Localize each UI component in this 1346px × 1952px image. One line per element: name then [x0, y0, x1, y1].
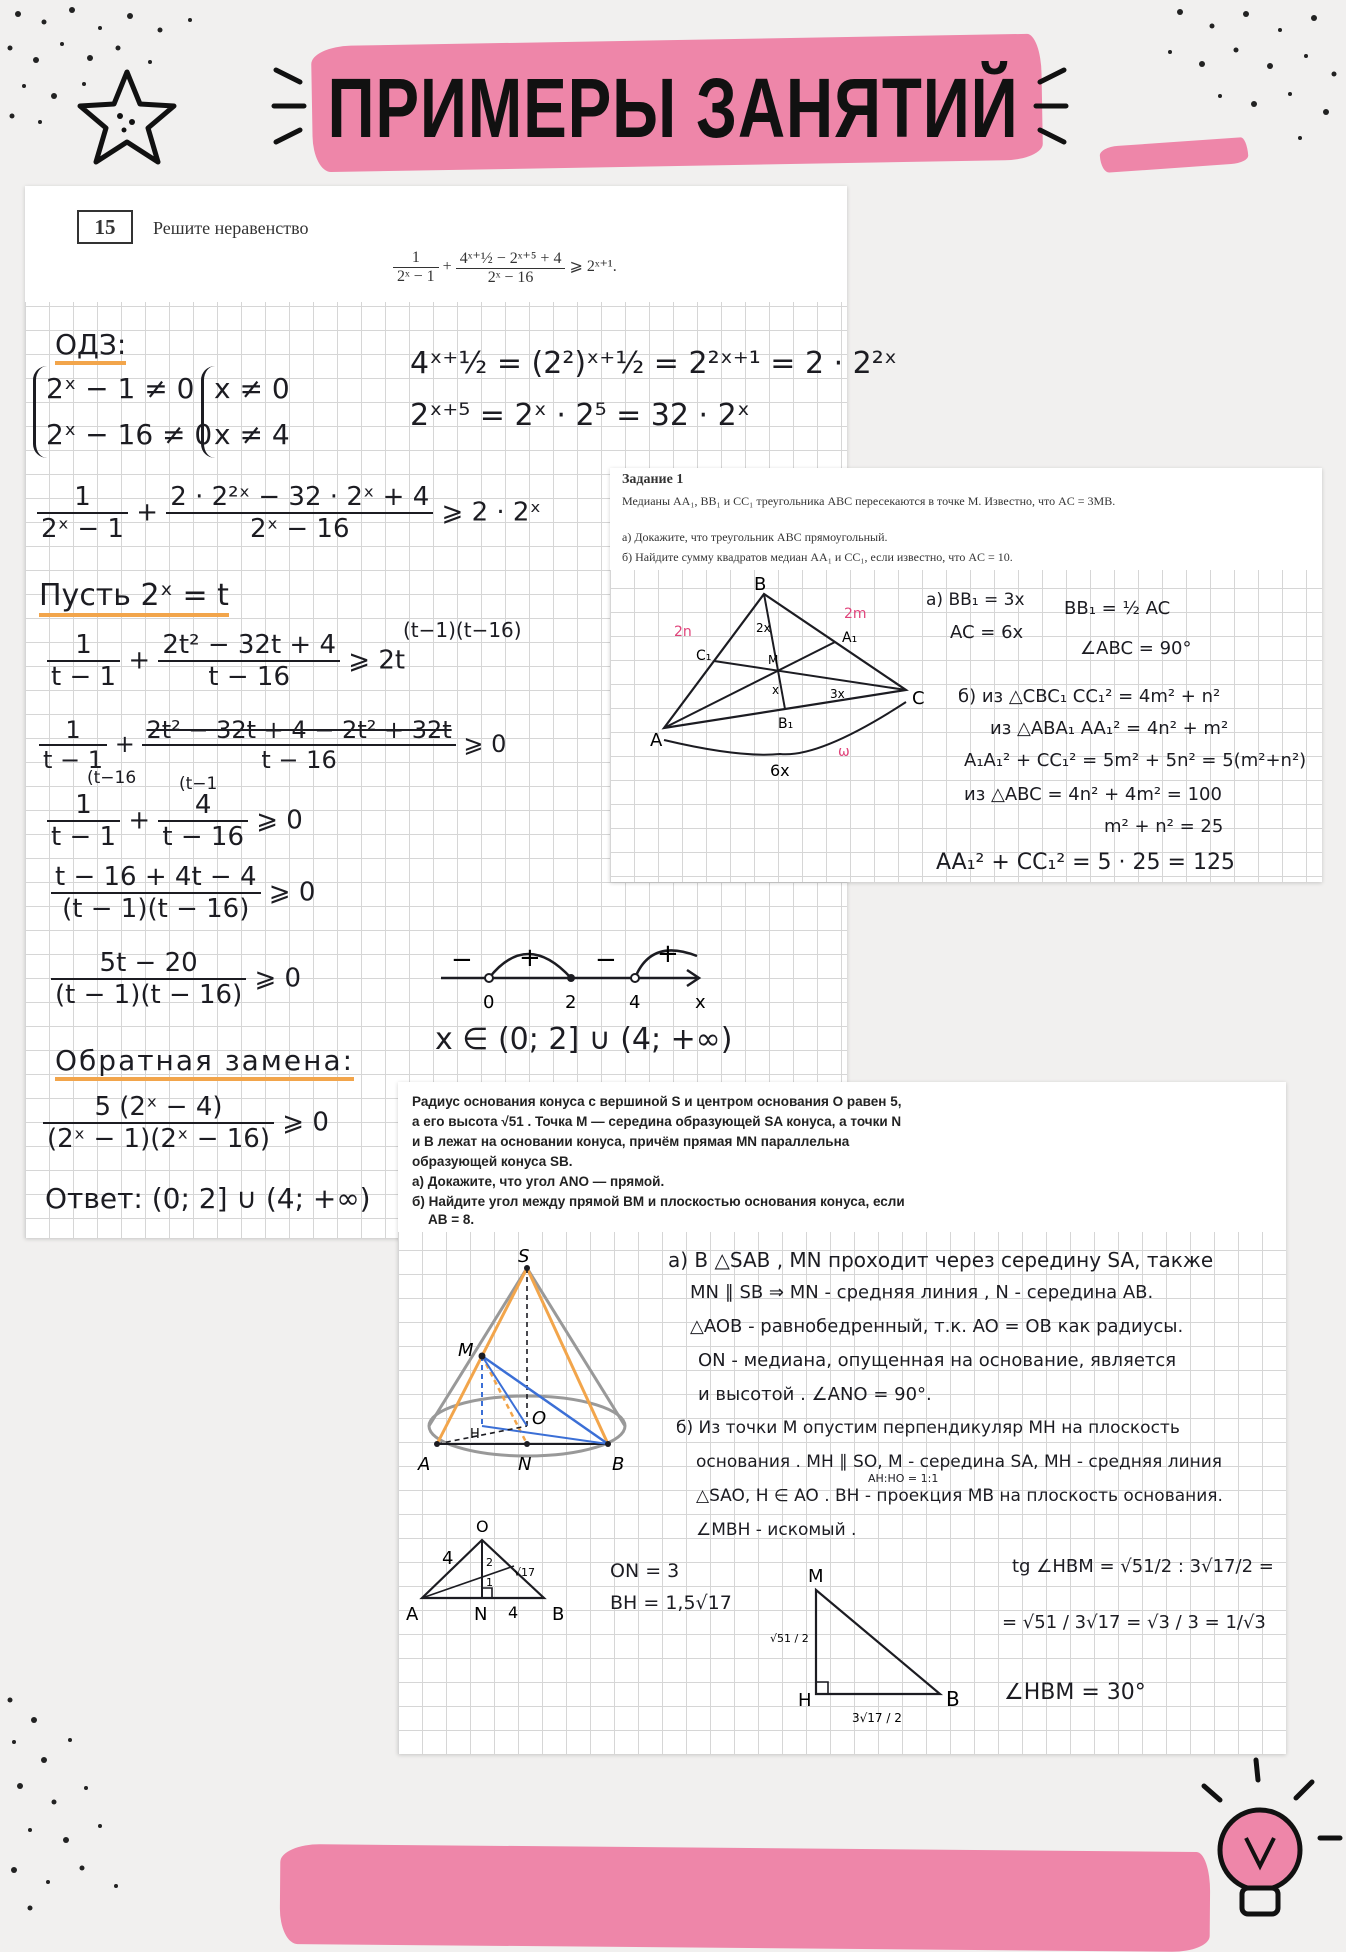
cone-note-4: ON - медиана, опущенная на основание, является: [698, 1350, 1177, 1371]
point-A1: A₁: [842, 630, 858, 646]
task1-text-3: б) Найдите сумму квадратов медиан AA₁ и CC₁, если известно, что AC = 10.: [622, 550, 1013, 564]
number-line: [435, 926, 735, 1016]
odz-result: x ≠ 0 x ≠ 4: [201, 366, 290, 458]
answer: Ответ: (0; 2] ∪ (4; +∞): [45, 1182, 371, 1215]
label-3x: 3x: [830, 687, 845, 701]
odz-label: ОДЗ:: [55, 328, 126, 365]
cone-point-N: N: [518, 1454, 532, 1475]
interval-answer: x ∈ (0; 2] ∪ (4; +∞): [435, 1022, 733, 1057]
label-x: x: [772, 683, 780, 697]
cone-text-6: б) Найдите угол между прямой BM и плоскостью основания конуса, если: [412, 1194, 905, 1209]
cone-calc-BH: BH = 1,5√17: [610, 1592, 732, 1614]
point-M: M: [768, 653, 779, 667]
cone-note-6: б) Из точки M опустим перпендикуляр MH на плоскость: [676, 1418, 1180, 1438]
cone-task-sheet: [398, 1082, 1286, 1754]
substitution-label: Пусть 2ˣ = t: [39, 578, 229, 617]
cone-note-3: △AOB - равнобедренный, т.к. AO = OB как радиусы.: [690, 1316, 1184, 1337]
cone-point-O: O: [532, 1408, 547, 1429]
right-tri-B: B: [946, 1687, 960, 1711]
numberline-sign-2: +: [519, 943, 541, 973]
step-3-multiplier-1: (t−16: [87, 768, 137, 788]
sparkle-lines-icon: [1030, 62, 1070, 152]
right-triangle-figure: [768, 1566, 988, 1736]
cone-note-7: основания . MH ∥ SO, M - середина SA, MH - средняя линия: [696, 1452, 1223, 1472]
base-tri-N: N: [474, 1604, 488, 1625]
identity-line-1: 4ˣ⁺½ = (2²)ˣ⁺½ = 2²ˣ⁺¹ = 2 · 2²ˣ: [410, 346, 898, 381]
step-5: $\frac{t - 16 + 4t - 4}{(t - 1)(t - 16)}$ ⩾ 0: [51, 862, 315, 924]
cone-note-1: а) В △SAB , MN проходит через середину SA, также: [668, 1248, 1214, 1272]
base-tri-label-1: 1: [486, 1576, 493, 1589]
base-triangle-figure: [402, 1516, 592, 1626]
numberline-variable: x: [695, 992, 706, 1013]
numberline-tick-4: 4: [629, 992, 641, 1013]
cone-text-1: Радиус основания конуса с вершиной S и центром основания O равен 5,: [412, 1094, 902, 1109]
task1-note-a3: BB₁ = ½ AC: [1064, 598, 1171, 619]
task1-header: Задание 1: [622, 472, 684, 487]
task1-note-a4: ∠ABC = 90°: [1080, 638, 1192, 659]
cone-note-5: и высотой . ∠ANO = 90°.: [698, 1384, 932, 1405]
cone-text-7: AB = 8.: [428, 1212, 475, 1227]
bottom-brush-stroke: [280, 1844, 1211, 1952]
task-number-box: 15: [77, 210, 133, 244]
identity-line-2: 2ˣ⁺⁵ = 2ˣ · 2⁵ = 32 · 2ˣ: [410, 398, 750, 433]
base-tri-label-2: 2: [486, 1556, 493, 1569]
base-tri-B: B: [552, 1604, 565, 1625]
right-tri-base: 3√17 / 2: [852, 1711, 902, 1725]
right-tri-leg: √51 / 2: [770, 1632, 809, 1645]
cone-note-2: MN ∥ SB ⇒ MN - средняя линия , N - середина AB.: [690, 1282, 1154, 1303]
star-icon: [72, 64, 182, 174]
lightbulb-icon: [1180, 1750, 1346, 1920]
base-tri-A: A: [406, 1604, 419, 1625]
task1-note-b1: б) из △CBC₁ CC₁² = 4m² + n²: [958, 686, 1221, 707]
cone-point-B: B: [612, 1454, 625, 1475]
task15-prompt: Решите неравенство: [153, 218, 309, 238]
point-B1: B₁: [778, 716, 794, 732]
sparkle-lines-icon: [270, 62, 310, 152]
base-tri-side-4b: 4: [508, 1603, 519, 1622]
cone-text-5: а) Докажите, что угол ANO — прямой.: [412, 1174, 665, 1189]
task1-note-b2: из △ABA₁ AA₁² = 4n² + m²: [990, 718, 1229, 739]
step-4: $\frac{1}{t - 1}$ + $\frac{4}{t - 16}$ ⩾ 0: [47, 790, 303, 852]
cone-note-8: △SAO, H ∈ AO . BH - проекция MB на плоскость основания.: [696, 1486, 1223, 1506]
cone-vertex-S: S: [518, 1246, 530, 1267]
cone-point-H: H: [470, 1427, 480, 1442]
cone-figure: [412, 1248, 642, 1488]
numberline-sign-4: +: [657, 939, 679, 969]
cone-point-M: M: [458, 1340, 474, 1361]
base-tri-label-r17: √17: [514, 1566, 536, 1579]
cone-text-2: а его высота √51 . Точка M — середина образующей SA конуса, а точки N: [412, 1114, 902, 1129]
tangent-calc-1: tg ∠HBM = √51/2 : 3√17/2 =: [1012, 1556, 1274, 1577]
numberline-sign-3: −: [595, 945, 617, 975]
label-6x: 6x: [770, 761, 790, 780]
step-3: $\frac{1}{t - 1}$ + $\frac{\text{2t² − 32t + 4 − 2t² + 32t}}{t - 16}$ ⩾ 0: [39, 716, 506, 774]
task1-note-b4: из △ABC = 4n² + 4m² = 100: [964, 784, 1222, 805]
task1-note-b3: A₁A₁² + CC₁² = 5m² + 5n² = 5(m²+n²): [964, 750, 1307, 771]
cone-calc-ON: ON = 3: [610, 1560, 680, 1582]
task1-note-b5: m² + n² = 25: [1104, 816, 1224, 837]
numberline-sign-1: −: [451, 945, 473, 975]
task1-text-1: Медианы AA₁, BB₁ и CC₁ треугольника ABC пересекаются в точке M. Известно, что AC = 3MB.: [622, 494, 1116, 508]
point-C1: C₁: [696, 648, 712, 664]
cone-text-4: образующей конуса SB.: [412, 1154, 573, 1169]
tangent-calc-2: = √51 / 3√17 = √3 / 3 = 1/√3: [1002, 1612, 1266, 1633]
label-2x: 2x: [756, 621, 771, 635]
page-title: ПРИМЕРЫ ЗАНЯТИЙ: [327, 61, 1019, 155]
cone-point-A: A: [418, 1454, 431, 1475]
step-3-multiplier-2: (t−1: [179, 774, 218, 794]
step-6: $\frac{5t - 20}{(t - 1)(t - 16)}$ ⩾ 0: [51, 948, 301, 1010]
base-tri-O: O: [476, 1517, 489, 1536]
right-tri-M: M: [808, 1566, 824, 1587]
base-tri-side-4a: 4: [442, 1548, 454, 1569]
numberline-tick-2: 2: [565, 992, 577, 1013]
decorative-dots-bottom-left: [0, 1690, 150, 1920]
right-tri-H: H: [798, 1690, 812, 1711]
step-1: $\frac{1}{\text{2ˣ − 1}}$ + $\frac{\text{2 · 2²ˣ − 32 · 2ˣ + 4}}{\text{2ˣ − 16}}$ ⩾ 2 · 2ˣ: [37, 482, 541, 544]
odz-system: 2ˣ − 1 ≠ 0 2ˣ − 16 ≠ 0: [33, 366, 212, 458]
task1-note-b6: AA₁² + CC₁² = 5 · 25 = 125: [936, 850, 1235, 875]
cone-text-3: и B лежат на основании конуса, причём прямая MN параллельна: [412, 1134, 850, 1149]
step-2: $\frac{1}{t - 1}$ + $\frac{\text{2t² − 32t + 4}}{t - 16}$ ⩾ 2t: [47, 630, 405, 692]
label-omega: ω: [838, 744, 850, 760]
vertex-A: A: [650, 730, 663, 751]
median-triangle-figure: [650, 574, 940, 780]
label-2n: 2n: [674, 624, 692, 640]
task1-text-2: а) Докажите, что треугольник ABC прямоугольный.: [622, 530, 888, 544]
vertex-B: B: [754, 574, 767, 595]
task15-inequality: $\frac{1}{\text{2ˣ − 1}}$ + $\frac{\text{4ˣ⁺½ − 2ˣ⁺⁵ + 4}}{\text{2ˣ − 16}}$ ⩾ 2ˣ⁺¹.: [393, 248, 617, 287]
vertex-C: C: [912, 688, 925, 709]
task1-note-a1: а) BB₁ = 3x: [926, 590, 1025, 610]
cone-note-7b: AH:HO = 1:1: [868, 1472, 939, 1485]
step-2-multiplier: (t−1)(t−16): [403, 618, 522, 642]
step-7: $\frac{\text{5 (2ˣ − 4)}}{\text{(2ˣ − 1)(2ˣ − 16)}}$ ⩾ 0: [43, 1092, 329, 1154]
angle-result: ∠HBM = 30°: [1004, 1680, 1146, 1705]
cone-note-9: ∠MBH - искомый .: [696, 1520, 857, 1540]
numberline-tick-0: 0: [483, 992, 495, 1013]
task1-note-a2: AC = 6x: [950, 622, 1024, 643]
back-substitution-label: Обратная замена:: [55, 1044, 354, 1081]
label-2m: 2m: [844, 606, 867, 622]
task1-sheet: [610, 468, 1322, 882]
